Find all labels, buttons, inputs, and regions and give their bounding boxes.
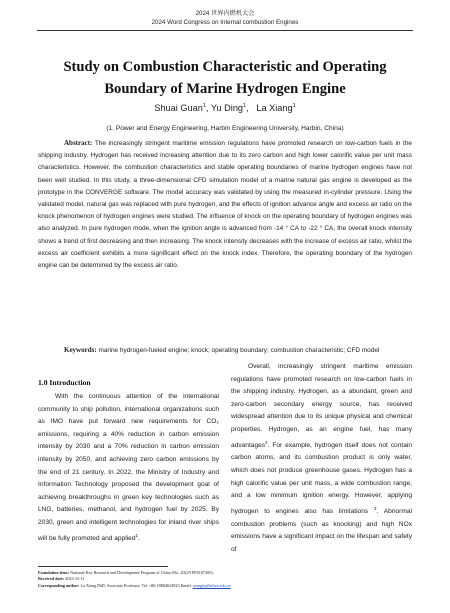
author-name: Yu Ding — [210, 103, 244, 114]
footnote-label: Received date: — [38, 576, 65, 582]
abstract-label: Abstract: — [64, 139, 93, 147]
footnote-label: Corresponding author: — [38, 582, 80, 588]
keywords-label: Keywords: — [64, 346, 97, 354]
author-separator: , — [246, 103, 257, 114]
body-column-right — [231, 361, 412, 556]
author-name: La Xiang — [256, 103, 293, 114]
keywords-text: marine hydrogen-fueled engine; knock; operating boundary; combustion characteristic; CFD model — [96, 347, 380, 354]
footnote-divider — [38, 566, 168, 567]
keywords — [38, 344, 412, 357]
sentence-end: . — [138, 534, 140, 542]
conference-header — [0, 9, 450, 27]
citation-ref[interactable]: 3 — [373, 505, 377, 511]
intro-paragraph-cont: . For example, hydrogen itself does not contain carbon atoms, and its combustion product is only water, which does not produce greenhouse gases. Hydrogen has a high calorific value per unit mass, a wide combustion range, and a low minimum ignition energy. However, applying hydrogen to engines also has limitations — [231, 441, 412, 515]
footnotes — [38, 570, 418, 589]
footnote-corresponding — [38, 583, 418, 589]
author-list — [0, 103, 450, 113]
email-link[interactable]: xiangla@hrbeu.edu.cn — [192, 582, 231, 588]
section-heading-introduction: 1.0 Introduction — [38, 378, 91, 387]
author-affiliation-mark: 1 — [292, 103, 296, 109]
body-column-left — [38, 391, 219, 545]
intro-paragraph: With the continuous attention of the international community to ship pollution, international organizations such as IMO have put forward new requirements for CO₂ emissions, requiring a 40% reduction in carbon emission intensity by 2030 and a 70% reduction in carbon emission intensity by 2050, and achieving zero carbon emissions by the end of 21 century. In 2022, the Ministry of Industry and Information Technology proposed the development goal of achieving breakthroughs in green key technologies such as LNG, batteries, methanol, and hydrogen fuel by 2025. By 2030, green and intelligent technologies for inland river ships will be fully promoted and applied — [38, 393, 219, 542]
paper-title — [20, 56, 430, 100]
footnote-text: 2023-12-11 — [64, 576, 85, 582]
intro-paragraph: Overall, increasingly stringent maritime emission regulations have promoted research on low-carbon fuels in the shipping industry. Hydrogen, as a abundant, green and zero-carbon secondary energy source, has received widespread attention due to its unique physical and chemical properties. Hydrogen, as an engine fuel, has many advantages — [231, 363, 412, 449]
author-affiliation-mark: 1 — [243, 103, 247, 109]
footnote-text: La Xiang PhD, Associate Professor, Tel. +86 18804624923 Email: — [79, 582, 193, 588]
author-name: Shuai Guan — [154, 103, 203, 114]
conference-name-en: 2024 Word Congress on Internal combustion Engines — [151, 19, 299, 26]
footnote-text: National Key Research and Development Program of China (No. 2022YFE0107200). — [69, 570, 214, 575]
author-separator: , — [205, 103, 211, 114]
header-divider — [37, 30, 413, 31]
abstract-text: The increasingly stringent maritime emission regulations have promoted research on low-carbon fuels in the shipping industry. Hydrogen has received increasing attention due to its zero carbon and high lower calorific value per unit mass characteristics. However, the combustion characteristics and stable operating boundaries of marine hydrogen engines have not been well studied. In this study, a three-dimensional CFD simulation model of a marine natural gas engine is developed as the prototype in the CONVERGE software. The model accuracy was validated by using the measured in-cylinder pressure. Using the validated model, natural gas was replaced with pure hydrogen, and the effects of ignition advance angle and excess air ratio on the knock phenomenon of hydrogen engines were studied. The influence of knock on the operating boundary of hydrogen engines was also analyzed. In pure hydrogen mode, when the ignition angle is advanced from -14 ° CA to -22 ° CA, the overall knock intensity shows a trend of first decreasing and then increasing. The knock intensity decreases with the increase of excess air ratio, whilst the excess air coefficient exhibits a more significant effect on the knock index. Therefore, the operating boundary of the hydrogen engine can be determined by the excess air ratio. — [38, 140, 412, 270]
conference-name-cn: 2024 世界内燃机大会 — [195, 10, 255, 17]
footnote-label: Foundation item: — [38, 570, 70, 575]
author-affiliation-mark: 1 — [202, 103, 206, 109]
title-line-2: Boundary of Marine Hydrogen Engine — [104, 81, 346, 97]
title-line-1: Study on Combustion Characteristic and Operating — [63, 59, 387, 75]
citation-ref[interactable]: 2 — [265, 439, 268, 445]
intro-paragraph-cont: . Abnormal combustion problems (such as knocking) and high NOx emissions have a significant impact on the lifespan and safety of — [231, 507, 412, 553]
abstract — [38, 137, 412, 272]
affiliation: (1. Power and Energy Engineering, Harbin Engineering University, Harbin, China) — [106, 125, 344, 132]
citation-ref[interactable]: 1 — [135, 532, 139, 538]
